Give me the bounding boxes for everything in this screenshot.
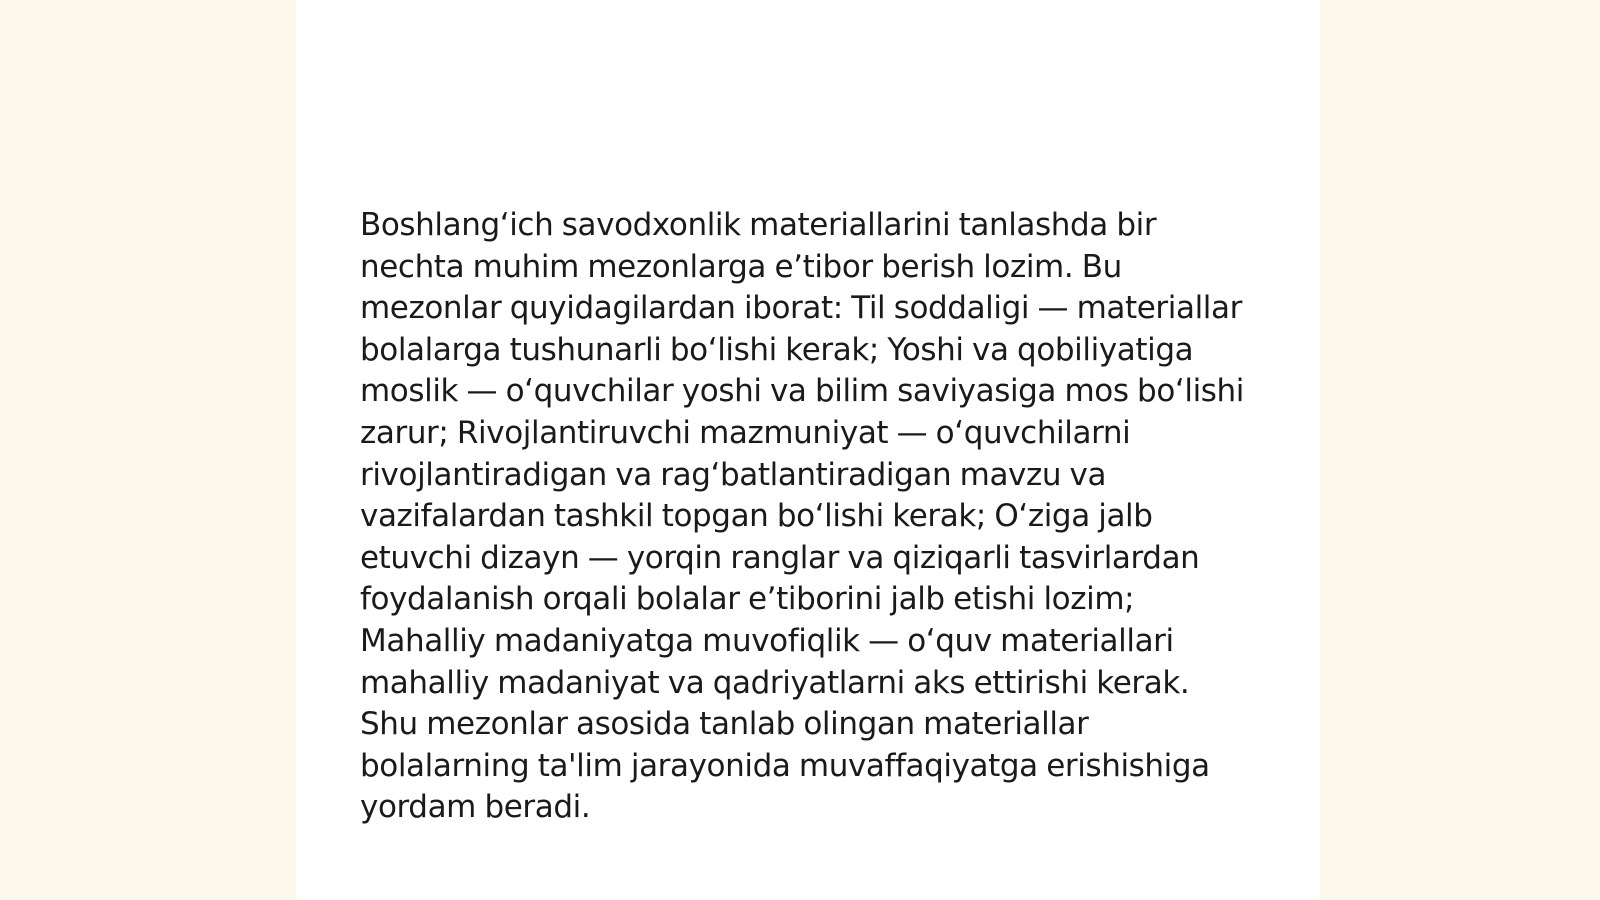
body-paragraph: Boshlang‘ich savodxonlik materiallarini tanlashda bir nechta muhim mezonlarga e’tibor berish lozim. Bu mezonlar quyidagilardan iborat: Til soddaligi — materiallar bolalarga tushunarli bo‘lishi kerak; Yoshi va qobiliyatiga moslik — o‘quvchilar yoshi va bilim saviyasiga mos bo‘lishi zarur; Rivojlantiruvchi mazmuniyat — o‘quvchilarni rivojlantiradigan va rag‘batlantiradigan mavzu va vazifalardan tashkil topgan bo‘lishi kerak; O‘ziga jalb etuvchi dizayn — yorqin ranglar va qiziqarli tasvirlardan foydalanish orqali bolalar e’tiborini jalb etishi lozim; Mahalliy madaniyatga muvofiqlik — o‘quv materiallari mahalliy madaniyat va qadriyatlarni aks ettirishi kerak. Shu mezonlar asosida tanlab olingan materiallar bolalarning ta'lim jarayonida muvaffaqiyatga erishishiga yordam beradi.: [360, 207, 1244, 826]
document-page: [296, 0, 1320, 900]
